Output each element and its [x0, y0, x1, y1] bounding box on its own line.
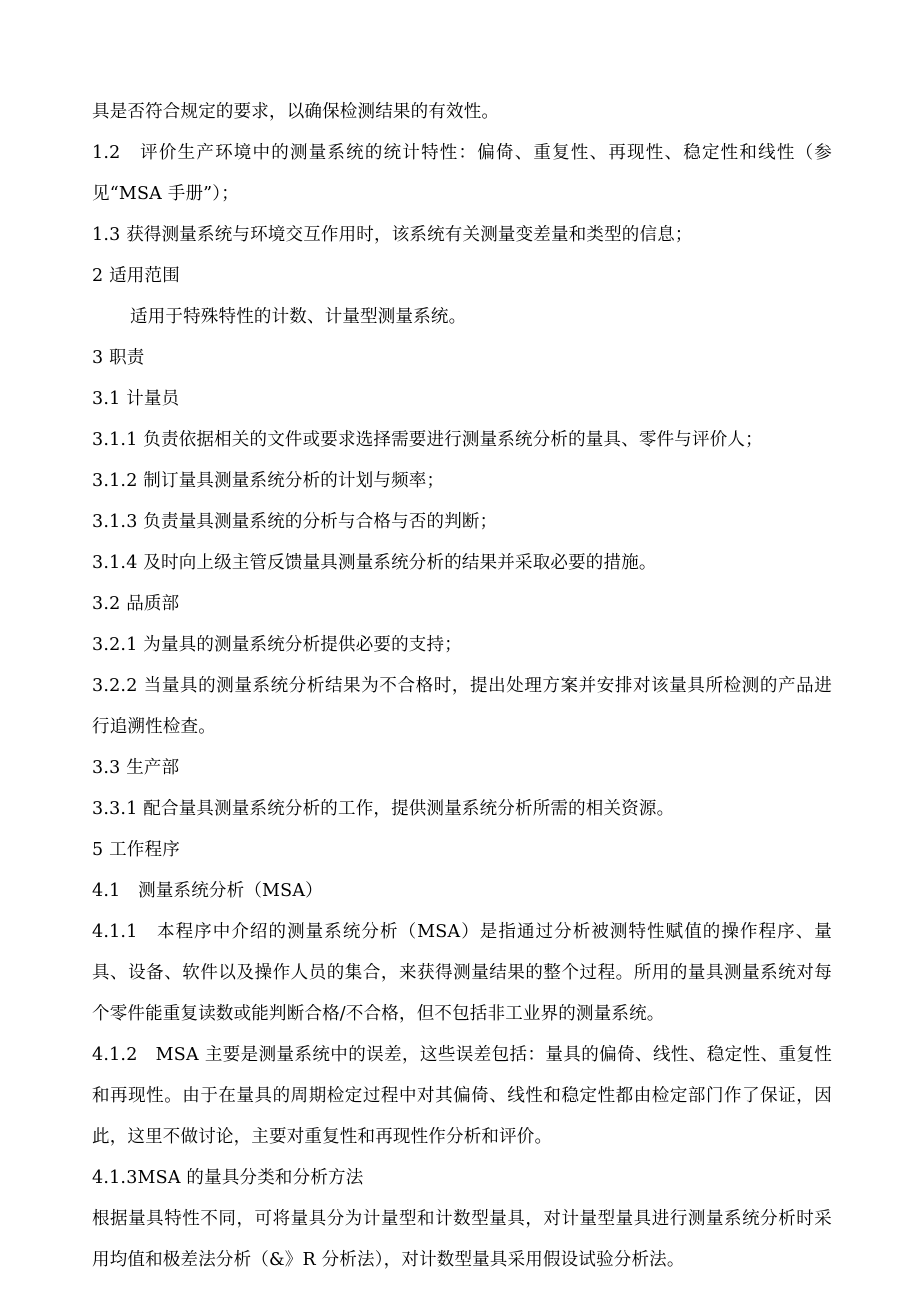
paragraph-p14: 3.2.2 当量具的测量系统分析结果为不合格时，提出处理方案并安排对该量具所检测的产品进行追溯性检查。 — [92, 676, 832, 737]
paragraph-p2: 1.2 评价生产环境中的测量系统的统计特性：偏倚、重复性、再现性、稳定性和线性（参见“MSA 手册”）； — [92, 143, 832, 204]
heading-msa: 4.1 测量系统分析（MSA） — [92, 881, 323, 901]
document-body — [92, 92, 832, 1281]
heading-responsibility: 3 职责 — [92, 348, 145, 368]
paragraph-p3: 1.3 获得测量系统与环境交互作用时，该系统有关测量变差量和类型的信息； — [92, 225, 693, 245]
paragraph-p5: 适用于特殊特性的计数、计量型测量系统。 — [130, 307, 467, 327]
paragraph-p10: 3.1.3 负责量具测量系统的分析与合格与否的判断； — [92, 512, 498, 532]
paragraph-p9: 3.1.2 制订量具测量系统分析的计划与频率； — [92, 471, 445, 491]
heading-production-dept: 3.3 生产部 — [92, 758, 180, 778]
heading-quality-dept: 3.2 品质部 — [92, 594, 180, 614]
paragraph-p22: 根据量具特性不同，可将量具分为计量型和计数型量具，对计量型量具进行测量系统分析时采用均值和极差法分析（&》R 分析法），对计数型量具采用假设试验分析法。 — [92, 1209, 832, 1270]
heading-msa-classification: 4.1.3MSA 的量具分类和分析方法 — [92, 1168, 364, 1188]
paragraph-p11: 3.1.4 及时向上级主管反馈量具测量系统分析的结果并采取必要的措施。 — [92, 553, 657, 573]
paragraph-p13: 3.2.1 为量具的测量系统分析提供必要的支持； — [92, 635, 462, 655]
paragraph-p20: 4.1.2 MSA 主要是测量系统中的误差，这些误差包括：量具的偏倚、线性、稳定性、重复性和再现性。由于在量具的周期检定过程中对其偏倚、线性和稳定性都由检定部门作了保证，因此，这里不做讨论，主要对重复性和再现性作分析和评价。 — [92, 1045, 832, 1147]
heading-work-procedure: 5 工作程序 — [92, 840, 180, 860]
heading-scope: 2 适用范围 — [92, 266, 180, 286]
paragraph-p1: 具是否符合规定的要求，以确保检测结果的有效性。 — [92, 102, 500, 122]
paragraph-p16: 3.3.1 配合量具测量系统分析的工作，提供测量系统分析所需的相关资源。 — [92, 799, 675, 819]
paragraph-p19: 4.1.1 本程序中介绍的测量系统分析（MSA）是指通过分析被测特性赋值的操作程序、量具、设备、软件以及操作人员的集合，来获得测量结果的整个过程。所用的量具测量系统对每个零件能重复读数或能判断合格/不合格，但不包括非工业界的测量系统。 — [92, 922, 832, 1024]
heading-metrologist: 3.1 计量员 — [92, 389, 180, 409]
paragraph-p8: 3.1.1 负责依据相关的文件或要求选择需要进行测量系统分析的量具、零件与评价人； — [92, 430, 763, 450]
